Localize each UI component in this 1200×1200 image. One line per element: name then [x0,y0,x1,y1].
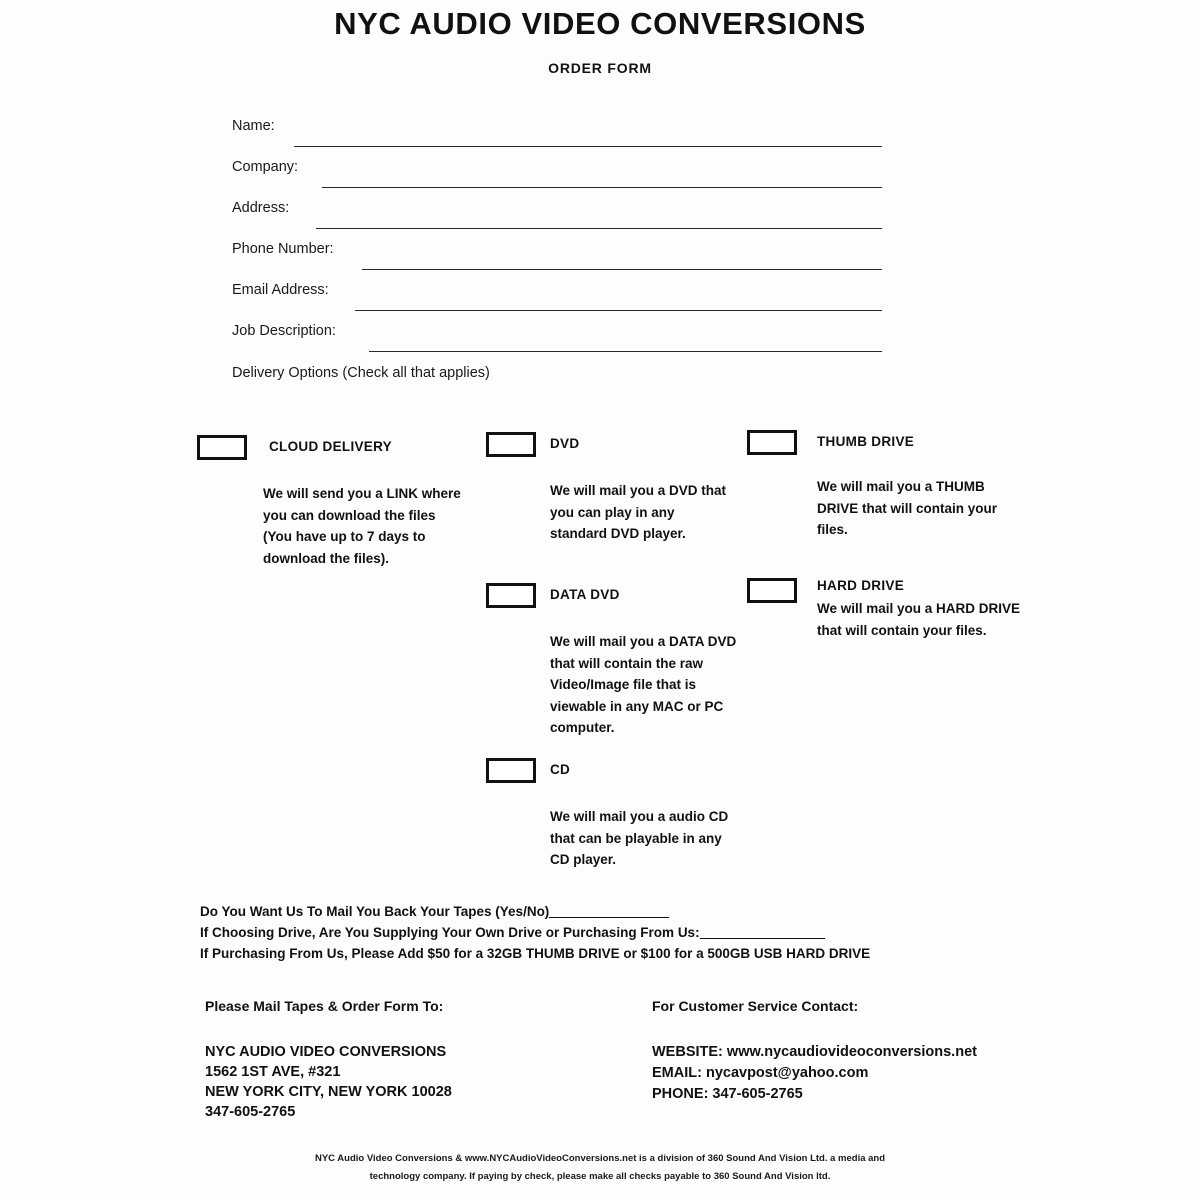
field-row-address [232,200,882,241]
delivery-options-heading: Delivery Options (Check all that applies) [232,365,490,381]
option-title-cloud-delivery: CLOUD DELIVERY [269,439,392,454]
question-supplying-drive [200,922,1000,943]
mailing-phone: 347-605-2765 [205,1104,296,1120]
address-input[interactable] [316,228,882,229]
company-label: Company: [232,159,299,175]
option-header [747,578,1022,598]
field-row-phone [232,241,882,282]
name-input[interactable] [294,146,882,147]
field-row-name [232,118,882,159]
option-header [197,435,467,469]
option-header [747,430,1022,464]
option-description-cloud-delivery: We will send you a LINK where you can download the files (You have up to 7 days to download the files). [263,486,461,566]
delivery-option-cloud-delivery [197,435,467,569]
customer-service-email[interactable]: EMAIL: nycavpost@yahoo.com [652,1065,869,1081]
option-header [486,432,736,466]
mailing-heading: Please Mail Tapes & Order Form To: [205,998,444,1014]
company-input[interactable] [322,187,882,188]
email-address-input[interactable] [355,310,882,311]
question-mail-back-tapes [200,901,1000,922]
question-supplying-drive-label: If Choosing Drive, Are You Supplying Your Own Drive or Purchasing From Us: [200,925,700,940]
mailing-street: 1562 1ST AVE, #321 [205,1064,341,1080]
delivery-option-cd [486,758,736,871]
job-description-input[interactable] [369,351,882,352]
option-title-hard-drive: HARD DRIVE [817,578,905,593]
field-row-company [232,159,882,200]
question-mail-back-tapes-label: Do You Want Us To Mail You Back Your Tapes (Yes/No) [200,904,550,919]
option-description-thumb-drive: We will mail you a THUMB DRIVE that will contain your files. [817,479,998,537]
option-title-data-dvd: DATA DVD [550,587,620,602]
option-header [486,583,736,617]
option-title-dvd: DVD [550,436,580,451]
footer-disclaimer [0,1150,1200,1186]
checkbox-hard-drive[interactable] [747,578,797,603]
page-subtitle: ORDER FORM [548,60,652,76]
customer-info-fields [232,118,882,364]
mailing-city-state-zip: NEW YORK CITY, NEW YORK 10028 [205,1084,452,1100]
checkbox-data-dvd[interactable] [486,583,536,608]
customer-service-phone: PHONE: 347-605-2765 [652,1086,803,1102]
question-purchase-pricing: If Purchasing From Us, Please Add $50 for a 32GB THUMB DRIVE or $100 for a 500GB USB HARD DRIVE [200,946,871,961]
option-header [486,758,736,792]
option-description-dvd: We will mail you a DVD that you can play in any standard DVD player. [550,483,727,541]
additional-questions [200,901,1000,964]
checkbox-cd[interactable] [486,758,536,783]
name-label: Name: [232,118,275,134]
customer-service-block [652,998,1072,1105]
email-address-label: Email Address: [232,282,329,298]
delivery-option-thumb-drive [747,430,1022,541]
footer-line-1: NYC Audio Video Conversions & www.NYCAudioVideoConversions.net is a division of 360 Sound And Vision Ltd. a media and [314,1153,886,1164]
footer-line-2: technology company. If paying by check, please make all checks payable to 360 Sound And Vision ltd. [369,1171,831,1182]
address-label: Address: [232,200,290,216]
option-description-cd: We will mail you a audio CD that can be playable in any CD player. [550,809,729,867]
job-description-label: Job Description: [232,323,336,339]
customer-service-website[interactable]: WEBSITE: www.nycaudiovideoconversions.net [652,1044,977,1060]
option-description-data-dvd: We will mail you a DATA DVD that will contain the raw Video/Image file that is viewable in any MAC or PC computer. [550,634,737,735]
mailing-address-block [205,998,625,1122]
phone-number-input[interactable] [362,269,882,270]
delivery-option-hard-drive [747,578,1022,641]
mail-back-tapes-input[interactable] [549,917,669,918]
option-title-thumb-drive: THUMB DRIVE [817,434,915,449]
checkbox-dvd[interactable] [486,432,536,457]
supplying-drive-input[interactable] [700,938,825,939]
delivery-option-data-dvd [486,583,736,739]
field-row-job-description [232,323,882,364]
option-description-hard-drive: We will mail you a HARD DRIVE that will contain your files. [817,601,1021,638]
checkbox-cloud-delivery[interactable] [197,435,247,460]
phone-number-label: Phone Number: [232,241,334,257]
checkbox-thumb-drive[interactable] [747,430,797,455]
option-title-cd: CD [550,762,571,777]
page-title: NYC AUDIO VIDEO CONVERSIONS [334,6,866,41]
customer-service-heading: For Customer Service Contact: [652,998,859,1014]
delivery-option-dvd [486,432,736,545]
field-row-email [232,282,882,323]
mailing-company: NYC AUDIO VIDEO CONVERSIONS [205,1044,447,1060]
